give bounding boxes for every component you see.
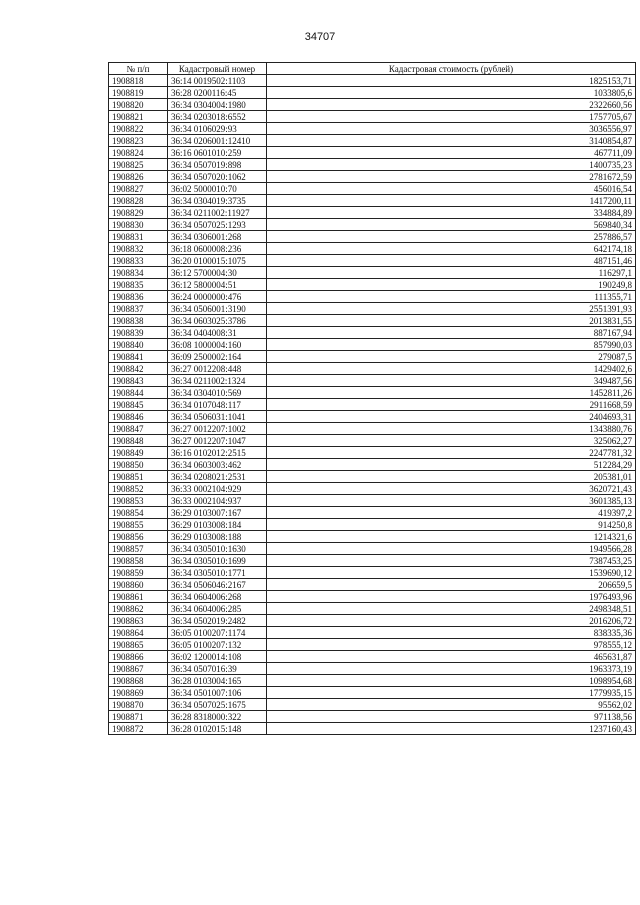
row-index-cell: 1908824 bbox=[109, 147, 168, 159]
cadastral-number-cell: 36:29 0103007:167 bbox=[168, 507, 267, 519]
cadastral-value-cell: 3601385,13 bbox=[267, 495, 636, 507]
cadastral-value-cell: 1400735,23 bbox=[267, 159, 636, 171]
table-row bbox=[109, 255, 636, 267]
cadastral-value-cell: 1539690,12 bbox=[267, 567, 636, 579]
cadastral-number-cell: 36:34 0603003:462 bbox=[168, 459, 267, 471]
row-index-cell: 1908864 bbox=[109, 627, 168, 639]
row-index-cell: 1908820 bbox=[109, 99, 168, 111]
table-row bbox=[109, 231, 636, 243]
cadastral-number-cell: 36:29 0103008:184 bbox=[168, 519, 267, 531]
cadastral-number-cell: 36:28 8318000:322 bbox=[168, 711, 267, 723]
cadastral-value-cell: 1237160,43 bbox=[267, 723, 636, 735]
cadastral-number-cell: 36:34 0604006:285 bbox=[168, 603, 267, 615]
cadastral-value-cell: 2247781,32 bbox=[267, 447, 636, 459]
cadastral-number-cell: 36:34 0501007:106 bbox=[168, 687, 267, 699]
cadastral-value-cell: 887167,94 bbox=[267, 327, 636, 339]
cadastral-number-cell: 36:28 0102015:148 bbox=[168, 723, 267, 735]
cadastral-number-cell: 36:34 0305010:1630 bbox=[168, 543, 267, 555]
row-index-cell: 1908870 bbox=[109, 699, 168, 711]
cadastral-number-cell: 36:28 0200116:45 bbox=[168, 87, 267, 99]
row-index-cell: 1908855 bbox=[109, 519, 168, 531]
cadastral-value-cell: 1098954,68 bbox=[267, 675, 636, 687]
cadastral-number-cell: 36:34 0206001:12410 bbox=[168, 135, 267, 147]
table-row bbox=[109, 279, 636, 291]
row-index-cell: 1908844 bbox=[109, 387, 168, 399]
cadastral-number-cell: 36:34 0604006:268 bbox=[168, 591, 267, 603]
table-row bbox=[109, 447, 636, 459]
cadastral-number-cell: 36:34 0211002:1324 bbox=[168, 375, 267, 387]
cadastral-number-cell: 36:14 0019502:1103 bbox=[168, 75, 267, 87]
cadastral-number-cell: 36:34 0506001:3190 bbox=[168, 303, 267, 315]
row-index-cell: 1908831 bbox=[109, 231, 168, 243]
table-row bbox=[109, 351, 636, 363]
cadastral-number-cell: 36:34 0208021:2531 bbox=[168, 471, 267, 483]
cadastral-number-cell: 36:34 0507025:1293 bbox=[168, 219, 267, 231]
row-index-cell: 1908867 bbox=[109, 663, 168, 675]
cadastral-number-cell: 36:28 0103004:165 bbox=[168, 675, 267, 687]
cadastral-value-cell: 1429402,6 bbox=[267, 363, 636, 375]
cadastral-value-cell: 978555,12 bbox=[267, 639, 636, 651]
cadastral-value-cell: 465631,87 bbox=[267, 651, 636, 663]
cadastral-number-cell: 36:12 5700004:30 bbox=[168, 267, 267, 279]
row-index-cell: 1908828 bbox=[109, 195, 168, 207]
table-row bbox=[109, 195, 636, 207]
cadastral-value-cell: 3620721,43 bbox=[267, 483, 636, 495]
table-row bbox=[109, 615, 636, 627]
cadastral-value-cell: 334884,89 bbox=[267, 207, 636, 219]
row-index-cell: 1908859 bbox=[109, 567, 168, 579]
table-row bbox=[109, 519, 636, 531]
cadastral-number-cell: 36:34 0404008:31 bbox=[168, 327, 267, 339]
table-row bbox=[109, 651, 636, 663]
cadastral-value-cell: 349487,56 bbox=[267, 375, 636, 387]
cadastral-number-cell: 36:33 0002104:937 bbox=[168, 495, 267, 507]
cadastral-value-cell: 2551391,93 bbox=[267, 303, 636, 315]
cadastral-value-cell: 206659,5 bbox=[267, 579, 636, 591]
table-row bbox=[109, 531, 636, 543]
cadastral-number-cell: 36:34 0507019:898 bbox=[168, 159, 267, 171]
cadastral-value-cell: 2013831,55 bbox=[267, 315, 636, 327]
cadastral-value-cell: 1417200,11 bbox=[267, 195, 636, 207]
row-index-cell: 1908872 bbox=[109, 723, 168, 735]
table-row bbox=[109, 147, 636, 159]
cadastral-number-cell: 36:05 0100207:132 bbox=[168, 639, 267, 651]
cadastral-number-cell: 36:02 1200014:108 bbox=[168, 651, 267, 663]
cadastral-value-cell: 2781672,59 bbox=[267, 171, 636, 183]
table-row bbox=[109, 495, 636, 507]
table-row bbox=[109, 567, 636, 579]
row-index-cell: 1908866 bbox=[109, 651, 168, 663]
table-row bbox=[109, 315, 636, 327]
row-index-cell: 1908849 bbox=[109, 447, 168, 459]
cadastral-number-cell: 36:34 0304019:3735 bbox=[168, 195, 267, 207]
cadastral-value-cell: 1343880,76 bbox=[267, 423, 636, 435]
cadastral-number-cell: 36:09 2500002:164 bbox=[168, 351, 267, 363]
cadastral-number-cell: 36:34 0106029:93 bbox=[168, 123, 267, 135]
row-index-cell: 1908858 bbox=[109, 555, 168, 567]
cadastral-number-cell: 36:18 0600008:236 bbox=[168, 243, 267, 255]
cadastral-number-cell: 36:34 0507016:39 bbox=[168, 663, 267, 675]
table-row bbox=[109, 87, 636, 99]
table-row bbox=[109, 459, 636, 471]
cadastral-value-cell: 971138,56 bbox=[267, 711, 636, 723]
cadastral-value-cell: 1757705,67 bbox=[267, 111, 636, 123]
row-index-cell: 1908853 bbox=[109, 495, 168, 507]
row-index-cell: 1908840 bbox=[109, 339, 168, 351]
cadastral-number-cell: 36:34 0502019:2482 bbox=[168, 615, 267, 627]
page-number: 34707 bbox=[304, 31, 336, 43]
table-row bbox=[109, 591, 636, 603]
table-row bbox=[109, 483, 636, 495]
cadastral-value-cell: 467711,09 bbox=[267, 147, 636, 159]
cadastral-number-cell: 36:34 0211002:11927 bbox=[168, 207, 267, 219]
table-row bbox=[109, 435, 636, 447]
cadastral-value-cell: 205381,01 bbox=[267, 471, 636, 483]
table-row bbox=[109, 471, 636, 483]
cadastral-number-cell: 36:02 5000010:70 bbox=[168, 183, 267, 195]
row-index-cell: 1908848 bbox=[109, 435, 168, 447]
cadastral-number-cell: 36:16 0601010:259 bbox=[168, 147, 267, 159]
row-index-cell: 1908851 bbox=[109, 471, 168, 483]
cadastral-value-cell: 512284,29 bbox=[267, 459, 636, 471]
row-index-cell: 1908852 bbox=[109, 483, 168, 495]
cadastral-number-cell: 36:29 0103008:188 bbox=[168, 531, 267, 543]
cadastral-number-cell: 36:20 0100015:1075 bbox=[168, 255, 267, 267]
cadastral-value-cell: 2911668,59 bbox=[267, 399, 636, 411]
cadastral-value-cell: 7387453,25 bbox=[267, 555, 636, 567]
cadastral-value-cell: 1452811,26 bbox=[267, 387, 636, 399]
table-row bbox=[109, 207, 636, 219]
table-row bbox=[109, 243, 636, 255]
row-index-cell: 1908841 bbox=[109, 351, 168, 363]
row-index-cell: 1908827 bbox=[109, 183, 168, 195]
table-row bbox=[109, 555, 636, 567]
cadastral-value-cell: 3036556,97 bbox=[267, 123, 636, 135]
table-row bbox=[109, 603, 636, 615]
table-row bbox=[109, 327, 636, 339]
table-row bbox=[109, 171, 636, 183]
row-index-cell: 1908826 bbox=[109, 171, 168, 183]
table-row bbox=[109, 363, 636, 375]
row-index-cell: 1908818 bbox=[109, 75, 168, 87]
table-row bbox=[109, 159, 636, 171]
table-row bbox=[109, 687, 636, 699]
cadastral-value-cell: 1033805,6 bbox=[267, 87, 636, 99]
cadastral-value-table bbox=[108, 62, 636, 735]
cadastral-value-cell: 914250,8 bbox=[267, 519, 636, 531]
row-index-cell: 1908871 bbox=[109, 711, 168, 723]
cadastral-number-cell: 36:12 5800004:51 bbox=[168, 279, 267, 291]
cadastral-number-cell: 36:34 0203018:6552 bbox=[168, 111, 267, 123]
column-header-index: № п/п bbox=[109, 63, 168, 75]
table-row bbox=[109, 723, 636, 735]
cadastral-number-cell: 36:27 0012207:1002 bbox=[168, 423, 267, 435]
cadastral-number-cell: 36:24 0000000:476 bbox=[168, 291, 267, 303]
row-index-cell: 1908868 bbox=[109, 675, 168, 687]
row-index-cell: 1908842 bbox=[109, 363, 168, 375]
row-index-cell: 1908865 bbox=[109, 639, 168, 651]
table-row bbox=[109, 75, 636, 87]
row-index-cell: 1908862 bbox=[109, 603, 168, 615]
table-row bbox=[109, 507, 636, 519]
row-index-cell: 1908854 bbox=[109, 507, 168, 519]
row-index-cell: 1908833 bbox=[109, 255, 168, 267]
cadastral-value-cell: 2404693,31 bbox=[267, 411, 636, 423]
row-index-cell: 1908846 bbox=[109, 411, 168, 423]
cadastral-value-cell: 325062,27 bbox=[267, 435, 636, 447]
row-index-cell: 1908835 bbox=[109, 279, 168, 291]
cadastral-value-cell: 1949566,28 bbox=[267, 543, 636, 555]
table-row bbox=[109, 135, 636, 147]
cadastral-number-cell: 36:34 0506046:2167 bbox=[168, 579, 267, 591]
table-row bbox=[109, 267, 636, 279]
table-row bbox=[109, 399, 636, 411]
row-index-cell: 1908839 bbox=[109, 327, 168, 339]
row-index-cell: 1908832 bbox=[109, 243, 168, 255]
table-row bbox=[109, 627, 636, 639]
column-header-cadastral-value: Кадастровая стоимость (рублей) bbox=[267, 63, 636, 75]
cadastral-value-cell: 569840,34 bbox=[267, 219, 636, 231]
cadastral-value-cell: 1779935,15 bbox=[267, 687, 636, 699]
cadastral-value-cell: 2016206,72 bbox=[267, 615, 636, 627]
table-row bbox=[109, 183, 636, 195]
cadastral-number-cell: 36:34 0603025:3786 bbox=[168, 315, 267, 327]
cadastral-number-cell: 36:34 0506031:1041 bbox=[168, 411, 267, 423]
row-index-cell: 1908836 bbox=[109, 291, 168, 303]
cadastral-value-cell: 95562,02 bbox=[267, 699, 636, 711]
table-header-row bbox=[109, 63, 636, 75]
cadastral-value-cell: 3140854,87 bbox=[267, 135, 636, 147]
table-row bbox=[109, 711, 636, 723]
table-row bbox=[109, 111, 636, 123]
row-index-cell: 1908829 bbox=[109, 207, 168, 219]
table-row bbox=[109, 375, 636, 387]
cadastral-number-cell: 36:05 0100207:1174 bbox=[168, 627, 267, 639]
table-row bbox=[109, 303, 636, 315]
table-row bbox=[109, 543, 636, 555]
table-row bbox=[109, 579, 636, 591]
table-row bbox=[109, 639, 636, 651]
cadastral-value-cell: 456016,54 bbox=[267, 183, 636, 195]
cadastral-number-cell: 36:34 0107048:117 bbox=[168, 399, 267, 411]
row-index-cell: 1908850 bbox=[109, 459, 168, 471]
table-row bbox=[109, 219, 636, 231]
row-index-cell: 1908861 bbox=[109, 591, 168, 603]
cadastral-value-cell: 279087,5 bbox=[267, 351, 636, 363]
column-header-cadastral-number: Кадастровый номер bbox=[168, 63, 267, 75]
table-row bbox=[109, 123, 636, 135]
cadastral-number-cell: 36:08 1000004:160 bbox=[168, 339, 267, 351]
row-index-cell: 1908823 bbox=[109, 135, 168, 147]
row-index-cell: 1908822 bbox=[109, 123, 168, 135]
cadastral-value-cell: 2322660,56 bbox=[267, 99, 636, 111]
row-index-cell: 1908843 bbox=[109, 375, 168, 387]
cadastral-value-cell: 1214321,6 bbox=[267, 531, 636, 543]
row-index-cell: 1908863 bbox=[109, 615, 168, 627]
cadastral-number-cell: 36:27 0012208:448 bbox=[168, 363, 267, 375]
cadastral-value-cell: 257886,57 bbox=[267, 231, 636, 243]
table-body bbox=[109, 75, 636, 735]
cadastral-value-cell: 116297,1 bbox=[267, 267, 636, 279]
table-row bbox=[109, 675, 636, 687]
table-row bbox=[109, 291, 636, 303]
cadastral-value-cell: 487151,46 bbox=[267, 255, 636, 267]
cadastral-value-cell: 642174,18 bbox=[267, 243, 636, 255]
table-row bbox=[109, 699, 636, 711]
cadastral-value-cell: 838335,36 bbox=[267, 627, 636, 639]
cadastral-number-cell: 36:34 0305010:1771 bbox=[168, 567, 267, 579]
cadastral-number-cell: 36:34 0304010:569 bbox=[168, 387, 267, 399]
cadastral-number-cell: 36:27 0012207:1047 bbox=[168, 435, 267, 447]
table-row bbox=[109, 387, 636, 399]
cadastral-value-cell: 419397,2 bbox=[267, 507, 636, 519]
table-row bbox=[109, 423, 636, 435]
cadastral-value-cell: 190249,8 bbox=[267, 279, 636, 291]
row-index-cell: 1908838 bbox=[109, 315, 168, 327]
row-index-cell: 1908860 bbox=[109, 579, 168, 591]
cadastral-number-cell: 36:33 0002104:929 bbox=[168, 483, 267, 495]
cadastral-value-cell: 2498348,51 bbox=[267, 603, 636, 615]
cadastral-number-cell: 36:34 0507025:1675 bbox=[168, 699, 267, 711]
cadastral-number-cell: 36:34 0304004:1980 bbox=[168, 99, 267, 111]
table-row bbox=[109, 663, 636, 675]
cadastral-number-cell: 36:34 0507020:1062 bbox=[168, 171, 267, 183]
row-index-cell: 1908845 bbox=[109, 399, 168, 411]
cadastral-number-cell: 36:34 0305010:1699 bbox=[168, 555, 267, 567]
cadastral-value-cell: 857990,03 bbox=[267, 339, 636, 351]
table-row bbox=[109, 99, 636, 111]
table-row bbox=[109, 339, 636, 351]
row-index-cell: 1908830 bbox=[109, 219, 168, 231]
row-index-cell: 1908837 bbox=[109, 303, 168, 315]
row-index-cell: 1908857 bbox=[109, 543, 168, 555]
table-row bbox=[109, 411, 636, 423]
row-index-cell: 1908834 bbox=[109, 267, 168, 279]
cadastral-number-cell: 36:34 0306001:268 bbox=[168, 231, 267, 243]
cadastral-value-cell: 1825153,71 bbox=[267, 75, 636, 87]
cadastral-value-cell: 1976493,96 bbox=[267, 591, 636, 603]
row-index-cell: 1908819 bbox=[109, 87, 168, 99]
cadastral-value-cell: 111355,71 bbox=[267, 291, 636, 303]
cadastral-number-cell: 36:16 0102012:2515 bbox=[168, 447, 267, 459]
cadastral-value-cell: 1963373,19 bbox=[267, 663, 636, 675]
row-index-cell: 1908821 bbox=[109, 111, 168, 123]
row-index-cell: 1908825 bbox=[109, 159, 168, 171]
row-index-cell: 1908847 bbox=[109, 423, 168, 435]
row-index-cell: 1908856 bbox=[109, 531, 168, 543]
row-index-cell: 1908869 bbox=[109, 687, 168, 699]
